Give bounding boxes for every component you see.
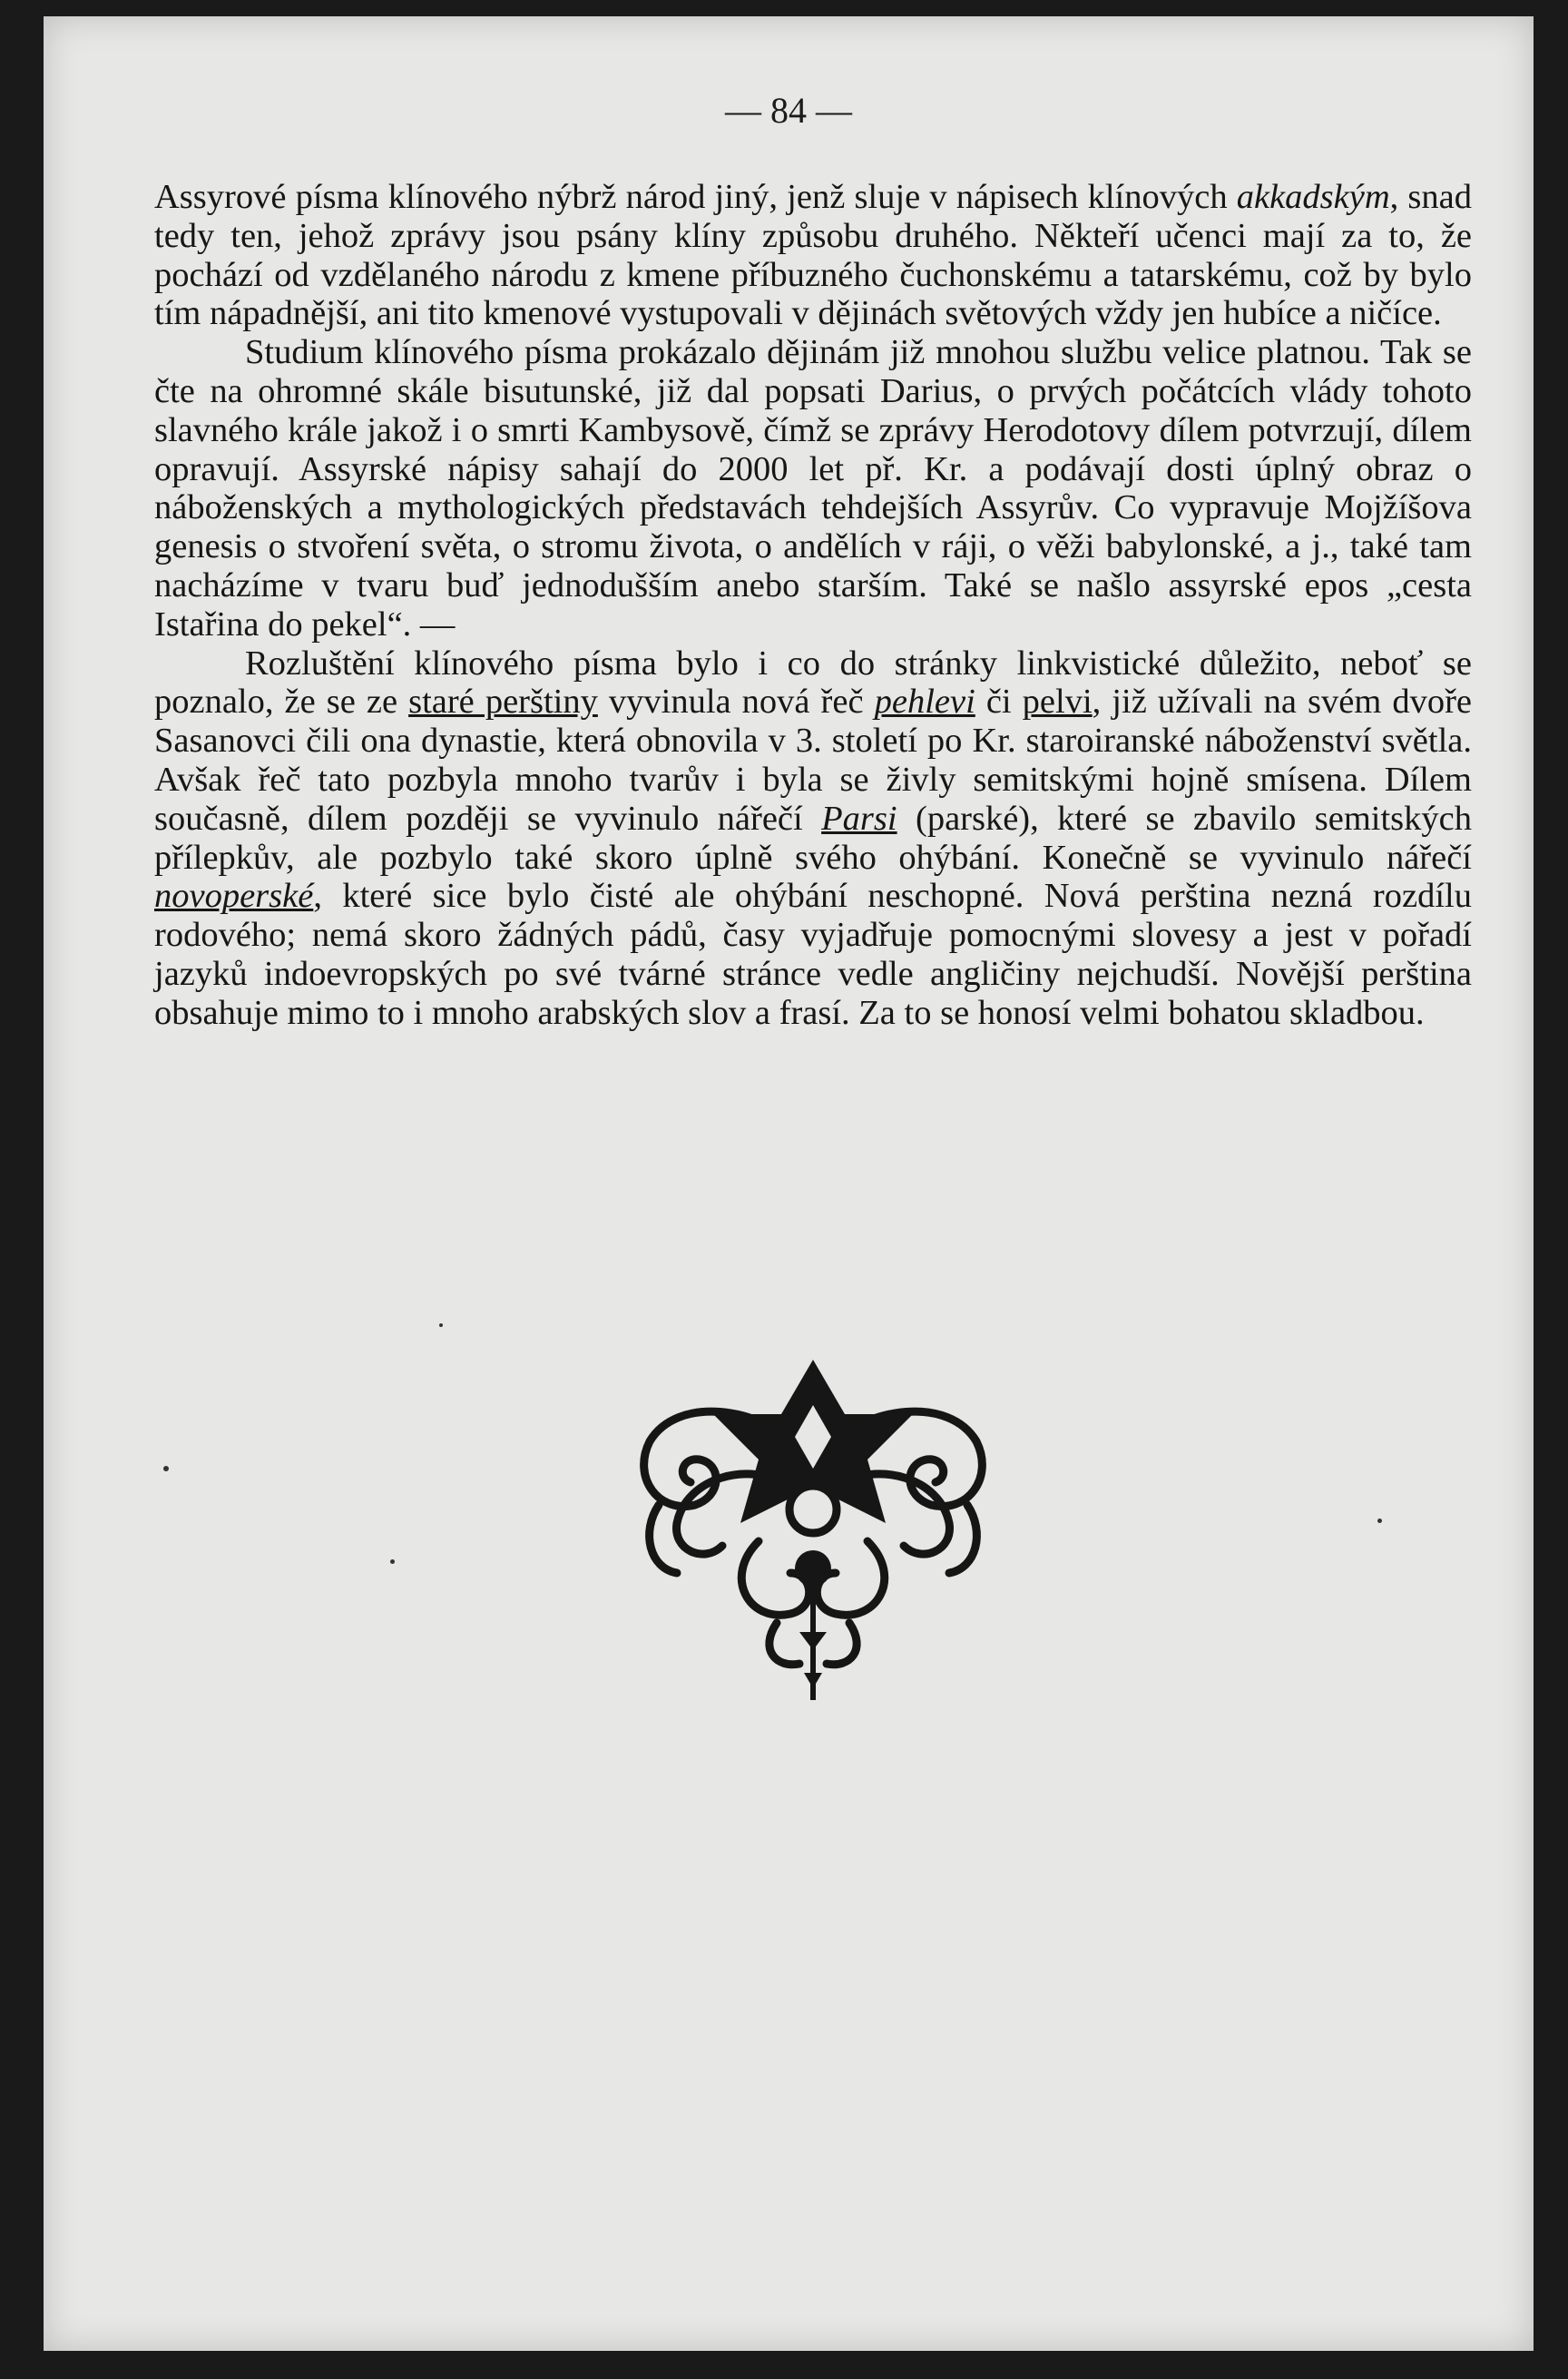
- text-run-underlined: pelvi: [1022, 683, 1093, 722]
- text-run-italic-underlined: Parsi: [821, 799, 897, 838]
- paragraph-2: [154, 333, 1472, 644]
- text-run-italic: akkadským: [1236, 178, 1390, 216]
- text-run: , které sice bylo čisté ale ohýbání neschopné. Nová perština nezná rozdílu rodového; nemá skoro žádných pádů, časy vyjadřuje pomocnými slovesy a jest v pořadí jazyků indoevropských po své tvárné stránce vedle angličiny nejchudší. Novější perština obsahuje mimo to i mnoho arabských slov a frasí. Za to se honosí velmi bohatou skladbou.: [154, 877, 1472, 1032]
- text-run-italic-underlined: pehlevi: [874, 683, 975, 722]
- book-page: [44, 16, 1534, 2351]
- text-run: Assyrové písma klínového nýbrž národ jiný, jenž sluje v nápisech klínových: [154, 178, 1237, 216]
- text-run: Studium klínového písma prokázalo dějinám již mnohou službu velice platnou. Tak se čte na ohromné skále bisutunské, již dal popsati Darius, o prvých počátcích vlády tohoto slavného krále jakož i o smrti Kambysově, čímž se zprávy Herodotovy dílem potvrzují, dílem opravují. Assyrské nápisy sahají do 2000 let př. Kr. a podávají dosti úplný obraz o náboženských a mythologických představách tehdejších Assyrův. Co vypravuje Mojžíšova genesis o stvoření světa, o stromu života, o andělích v ráji, o věži babylonské, a j., také tam nacházíme v tvaru buď jednodušším anebo starším. Také se našlo assyrské epos „cesta Istařina do pekel“. —: [154, 333, 1472, 644]
- body-text: [154, 178, 1472, 1033]
- text-run: (parské), které se zbavilo semitských přílepkův, ale pozbylo také skoro úplně svého ohýbání. Konečně se vyvinulo nářečí: [154, 799, 1472, 877]
- text-run: či: [975, 683, 1023, 722]
- paper-speck: [1377, 1519, 1382, 1523]
- paragraph-3: [154, 644, 1472, 1033]
- text-run: vyvinula nová řeč: [597, 683, 875, 722]
- paragraph-1: [154, 178, 1472, 333]
- paper-speck: [439, 1323, 443, 1327]
- text-run: , snad tedy ten, jehož zprávy jsou psány klíny způsobu druhého. Někteří učenci mají za to, že pochází od vzdělaného národu z kmene příbuzného čuchonskému a tatarskému, což by bylo tím nápadnější, ani tito kmenové vystupovali v dějinách světových vždy jen hubíce a ničíce.: [154, 178, 1472, 333]
- text-run-italic-underlined: novoperské: [154, 877, 314, 916]
- page-number: — 84 —: [725, 90, 852, 131]
- paper-speck: [390, 1559, 395, 1564]
- text-run: Rozluštění klínového písma bylo i co do stránky linkvistické důležito, neboť se poznalo, že se ze: [154, 644, 1472, 722]
- fleuron-ornament-icon: [622, 1351, 1004, 1714]
- text-run-underlined: staré perštiny: [408, 683, 598, 722]
- text-run: , již užívali na svém dvoře Sasanovci čili ona dynastie, která obnovila v 3. století po Kr. staroiranské náboženství světla. Avšak řeč tato pozbyla mnoho tvarův i byla se živly semitskými hojně smísena. Dílem současně, dílem později se vyvinulo nářečí: [154, 683, 1472, 838]
- paper-speck: [163, 1466, 169, 1471]
